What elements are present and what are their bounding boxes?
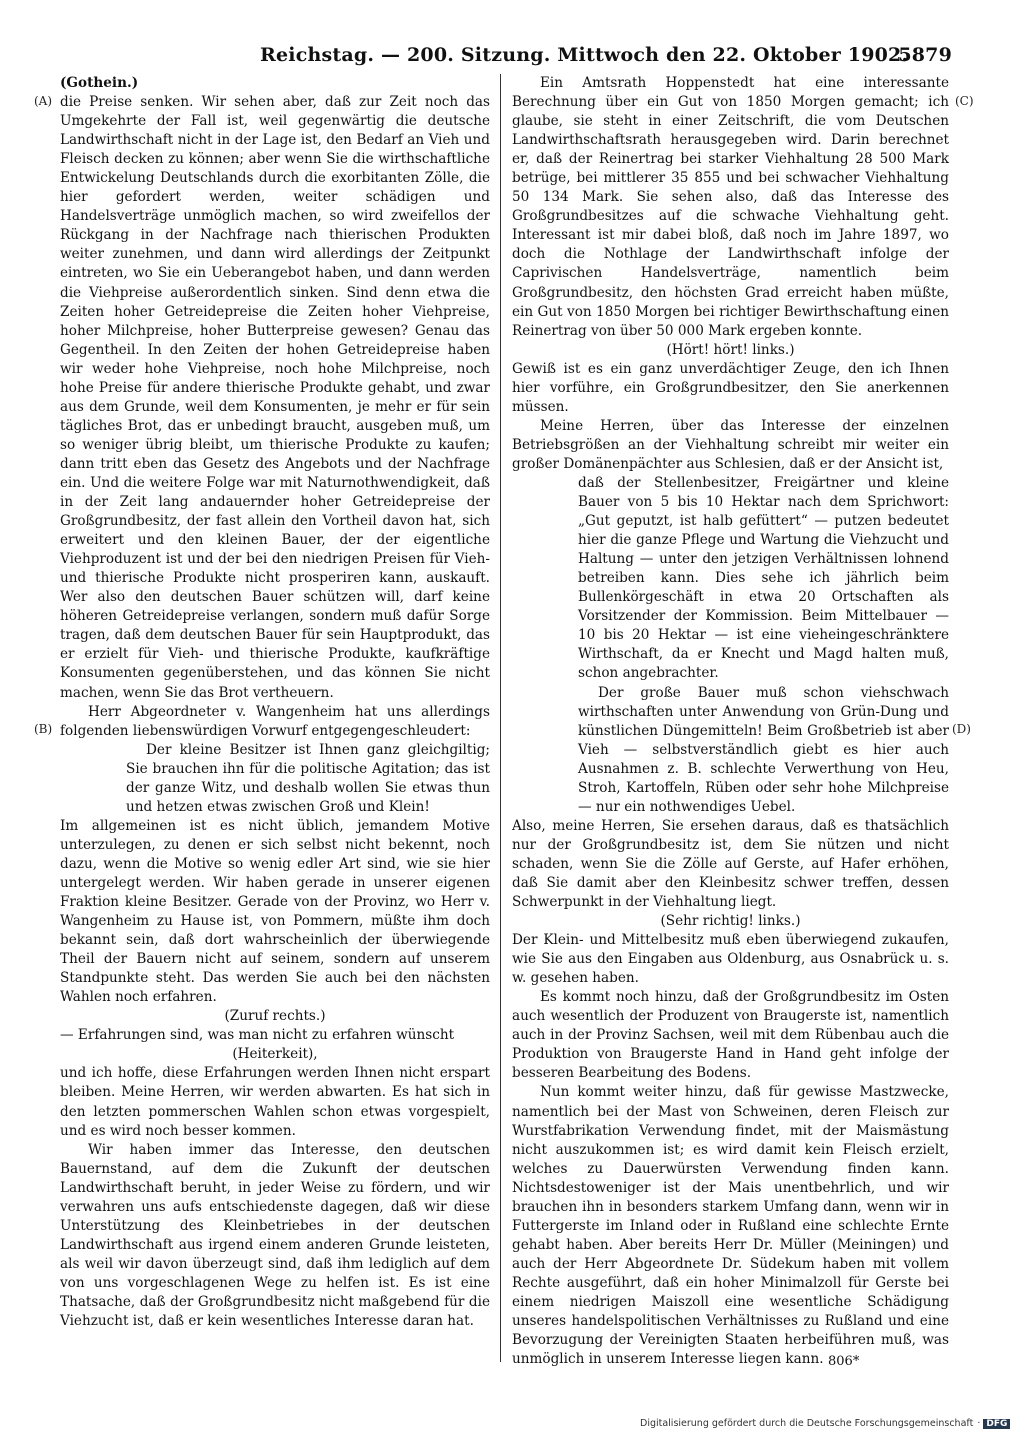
right-paragraph-3: Meine Herren, über das Interesse der einzelnen Betriebsgrößen an der Viehhaltung schreibt mir weiter ein großer Domänenpächter aus Schlesien, daß er der Ansicht ist, [512, 417, 949, 472]
page-header [60, 44, 952, 70]
left-column [60, 74, 490, 1331]
right-quote-2: Der große Bauer muß schon viehschwach wirthschaften unter Anwendung von Grün-Dung und künstlichen Düngemitteln! Beim Großbetrieb ist aber Vieh — selbstverständlich giebt es hier auch Ausnahmen z. B. schlechte Verwerthung von Heu, Stroh, Kartoffeln, Rüben oder sehr hohe Milchpreise — nur ein nothwendiges Uebel. [578, 684, 949, 815]
left-paragraph-5: und ich hoffe, diese Erfahrungen werden Ihnen nicht erspart bleiben. Meine Herren, wir werden abwarten. Es hat sich in den letzten pommerschen Wahlen schon etwas vorgespielt, und es wird noch besser kommen. [60, 1065, 490, 1139]
dfg-logo: DFG [983, 1419, 1010, 1429]
left-paragraph-2: Herr Abgeordneter v. Wangenheim hat uns allerdings folgenden liebenswürdigen Vorwurf entgegengeschleudert: [60, 703, 490, 739]
margin-marker-c: (C) [955, 94, 974, 108]
left-paragraph-4: — Erfahrungen sind, was man nicht zu erfahren wünscht [60, 1027, 455, 1044]
footer-credit: Digitalisierung gefördert durch die Deutsche Forschungsgemeinschaft · DFG [640, 1418, 1010, 1429]
left-quote-1: Der kleine Besitzer ist Ihnen ganz gleichgiltig; Sie brauchen ihn für die politische Agitation; das ist der ganze Witz, und deshalb wollen Sie etwas thun und hetzen etwas zwischen Groß und Klein! [126, 741, 490, 815]
left-paragraph-1: die Preise senken. Wir sehen aber, daß zur Zeit noch das Umgekehrte der Fall ist, weil gegenwärtig die deutsche Landwirthschaft nicht in der Lage ist, den Bedarf an Vieh und Fleisch decken zu können; aber wenn Sie die wirthschaftliche Entwickelung Deutschlands durch die exorbitanten Zölle, die hier gefordert werden, weiter schädigen und Handelsverträge unmöglich machen, so wird zweifellos der Rückgang in der Nachfrage nach thierischen Produkten weiter zunehmen, und dann wird allerdings der Zeitpunkt eintreten, wo Sie ein Ueberangebot haben, und dann werden die Viehpreise außerordentlich sinken. Sind denn etwa die Zeiten hoher Getreidepreise die Zeiten hoher Viehpreise, hoher Milchpreise, hoher Butterpreise gewesen? Genau das Gegentheil. In den Zeiten der hohen Getreidepreise haben wir weder hohe Viehpreise, noch hohe Milchpreise, noch hohe Preise für andere thierische Produkte gehabt, und zwar aus dem Grunde, weil dem Konsumenten, je mehr er für sein tägliches Brot, das er unbedingt braucht, ausgeben muß, um so weniger übrig bleibt, um thierische Produkte zu kaufen; dann tritt eben das Gesetz des Angebots und der Nachfrage ein. Und die weitere Folge war mit Naturnothwendigkeit, daß in der Zeit lang andauernder hoher Getreidepreise der Großgrundbesitz, der fast allein den Vortheil davon hat, sich erweitert und den kleinen Bauer, der der eigentliche Viehproduzent ist und der bei den niedrigen Preisen für Vieh- und thierische Produkte nicht prosperiren kann, auskauft. Wer also den deutschen Bauer schützen will, darf keine höheren Getreidepreise verlangen, sondern muß dafür Sorge tragen, daß dem deutschen Bauer für sein Hauptprodukt, das er erzielt für Vieh- und thierische Produkte, kaufkräftige Konsumenten gegenüberstehen, und das können Sie nicht machen, wenn Sie das Brot vertheuern. [60, 94, 490, 701]
left-paragraph-6: Wir haben immer das Interesse, den deutschen Bauernstand, auf dem die Zukunft der deutschen Landwirthschaft beruht, in jeder Weise zu fördern, und wir verwahren uns aufs entschiedenste dagegen, daß wir diese Unterstützung des Kleinbetriebes in der deutschen Landwirthschaft aus irgend einem anderen Grunde leisteten, als weil wir davon überzeugt sind, daß ihm lediglich auf dem von uns vorgeschlagenen Wege zu helfen ist. Es ist eine Thatsache, daß der Großgrundbesitz nicht maßgebend für die Viehzucht ist, daß er kein wesentliches Interesse daran hat. [60, 1141, 490, 1330]
right-quote-1: daß der Stellenbesitzer, Freigärtner und kleine Bauer von 5 bis 10 Hektar nach dem Sprichwort: „Gut geputzt, ist halb gefüttert“ — putzen bedeutet hier die ganze Pflege und Wartung die Viehzucht und Haltung — unter den jetzigen Verhältnissen lohnend betreiben kann. Dies sehe ich jährlich beim Bullenkörgeschäft in etwa 20 Ortschaften als Vorsitzender der Kommission. Beim Mittelbauer — 10 bis 20 Hektar — ist eine vieheingeschränktere Wirthschaft, da er Knecht und Magd halten muß, schon angebrachter. [578, 474, 949, 682]
interjection-sehr-richtig: (Sehr richtig! links.) [660, 913, 801, 930]
margin-marker-d: (D) [952, 722, 971, 736]
sheet-signature: 806* [828, 1354, 860, 1369]
speaker-label: (Gothein.) [60, 75, 139, 91]
right-paragraph-7: Nun kommt weiter hinzu, daß für gewisse Mastzwecke, namentlich bei der Mast von Schweinen, deren Fleisch zur Wurstfabrikation Verwendung findet, mit der Maismästung nicht auszukommen ist; es wird damit kein Fleisch erzielt, welches zu Dauerwürsten Verwendung finden kann. Nichtsdestoweniger ist der Mais unentbehrlich, und wir brauchen ihn in besonders starkem Umfang dann, wenn wir in Futtergerste im Inland oder in Rußland eine schlechte Ernte gehabt haben. Aber bereits Herr Dr. Müller (Meiningen) und auch der Herr Abgeordnete Dr. Südekum haben mit vollem Rechte ausgeführt, daß ein hoher Minimalzoll für Gerste bei einem niedrigen Maiszoll eine wesentliche Schädigung unseres handelspolitischen Verhältnisses zu Rußland und eine Bevorzugung der Vereinigten Staaten herbeiführen muß, was unmöglich in unserem Interesse liegen kann. [512, 1084, 949, 1368]
right-paragraph-6: Es kommt noch hinzu, daß der Großgrundbesitz im Osten auch wesentlich der Produzent von Braugerste ist, namentlich auch in der Provinz Sachsen, weil mit dem Rübenbau auch die Produktion von Braugerste Hand in Hand geht infolge der besseren Bearbeitung des Bodens. [512, 989, 949, 1082]
footer-text: Digitalisierung gefördert durch die Deutsche Forschungsgemeinschaft [640, 1418, 974, 1429]
right-paragraph-4: Also, meine Herren, Sie ersehen daraus, daß es thatsächlich nur der Großgrundbesitz ist, dem Sie nützen und nicht schaden, wenn Sie die Zölle auf Gerste, auf Hafer erhöhen, daß Sie damit aber den Kleinbesitz schwer treffen, dessen Schwerpunkt in der Viehhaltung liegt. [512, 817, 949, 911]
column-divider [500, 74, 501, 1362]
interjection-zuruf: (Zuruf rechts.) [224, 1008, 326, 1025]
interjection-heiterkeit: (Heiterkeit), [232, 1046, 318, 1063]
margin-marker-a: (A) [34, 94, 53, 108]
page-number: 5879 [898, 44, 952, 66]
margin-marker-b: (B) [34, 722, 53, 736]
right-paragraph-2: Gewiß ist es ein ganz unverdächtiger Zeuge, den ich Ihnen hier vorführe, ein Großgrundbesitzer, den Sie anerkennen müssen. [512, 360, 949, 415]
header-title: Reichstag. — 200. Sitzung. Mittwoch den 22. Oktober 1902. [260, 44, 909, 66]
right-column [512, 74, 949, 1369]
left-paragraph-3: Im allgemeinen ist es nicht üblich, jemandem Motive unterzulegen, zu denen er sich selbst nicht bekennt, noch dazu, wenn die Motive so wenig edler Art sind, wie sie hier untergelegt werden. Wir haben gerade in unserer eigenen Fraktion kleine Besitzer. Gerade von der Provinz, wo Herr v. Wangenheim zu Hause ist, von Pommern, müßte ihm doch bekannt sein, daß dort wahrscheinlich der überwiegende Theil der Bauern nicht auf seinem, sondern auf unserem Standpunkte steht. Das werden Sie auch bei den nächsten Wahlen noch erfahren. [60, 817, 490, 1006]
right-paragraph-1: Ein Amtsrath Hoppenstedt hat eine interessante Berechnung über ein Gut von 1850 Morgen gemacht; ich glaube, sie steht in einer Zeitschrift, die vom Deutschen Landwirthschaftsrath herausgegeben wird. Darin berechnet er, daß der Reinertrag bei starker Viehhaltung 28 500 Mark betrüge, bei mittlerer 35 855 und bei schwacher Viehhaltung 50 134 Mark. Sie sehen also, daß das Interesse des Großgrundbesitzes auf die schwache Viehhaltung geht. Interessant ist mir dabei bloß, daß noch im Jahre 1897, wo doch die Nothlage der Landwirthschaft infolge der Caprivischen Handelsverträge, namentlich beim Großgrundbesitz, den höchsten Grad erreicht haben müßte, ein Gut von 1850 Morgen bei richtiger Bewirthschaftung einen Reinertrag von über 50 000 Mark ergeben konnte. [512, 75, 949, 339]
interjection-hoert: (Hört! hört! links.) [666, 341, 795, 358]
right-paragraph-5: Der Klein- und Mittelbesitz muß eben überwiegend zukaufen, wie Sie aus den Eingaben aus Oldenburg, aus Osnabrück u. s. w. gesehen haben. [512, 932, 949, 987]
